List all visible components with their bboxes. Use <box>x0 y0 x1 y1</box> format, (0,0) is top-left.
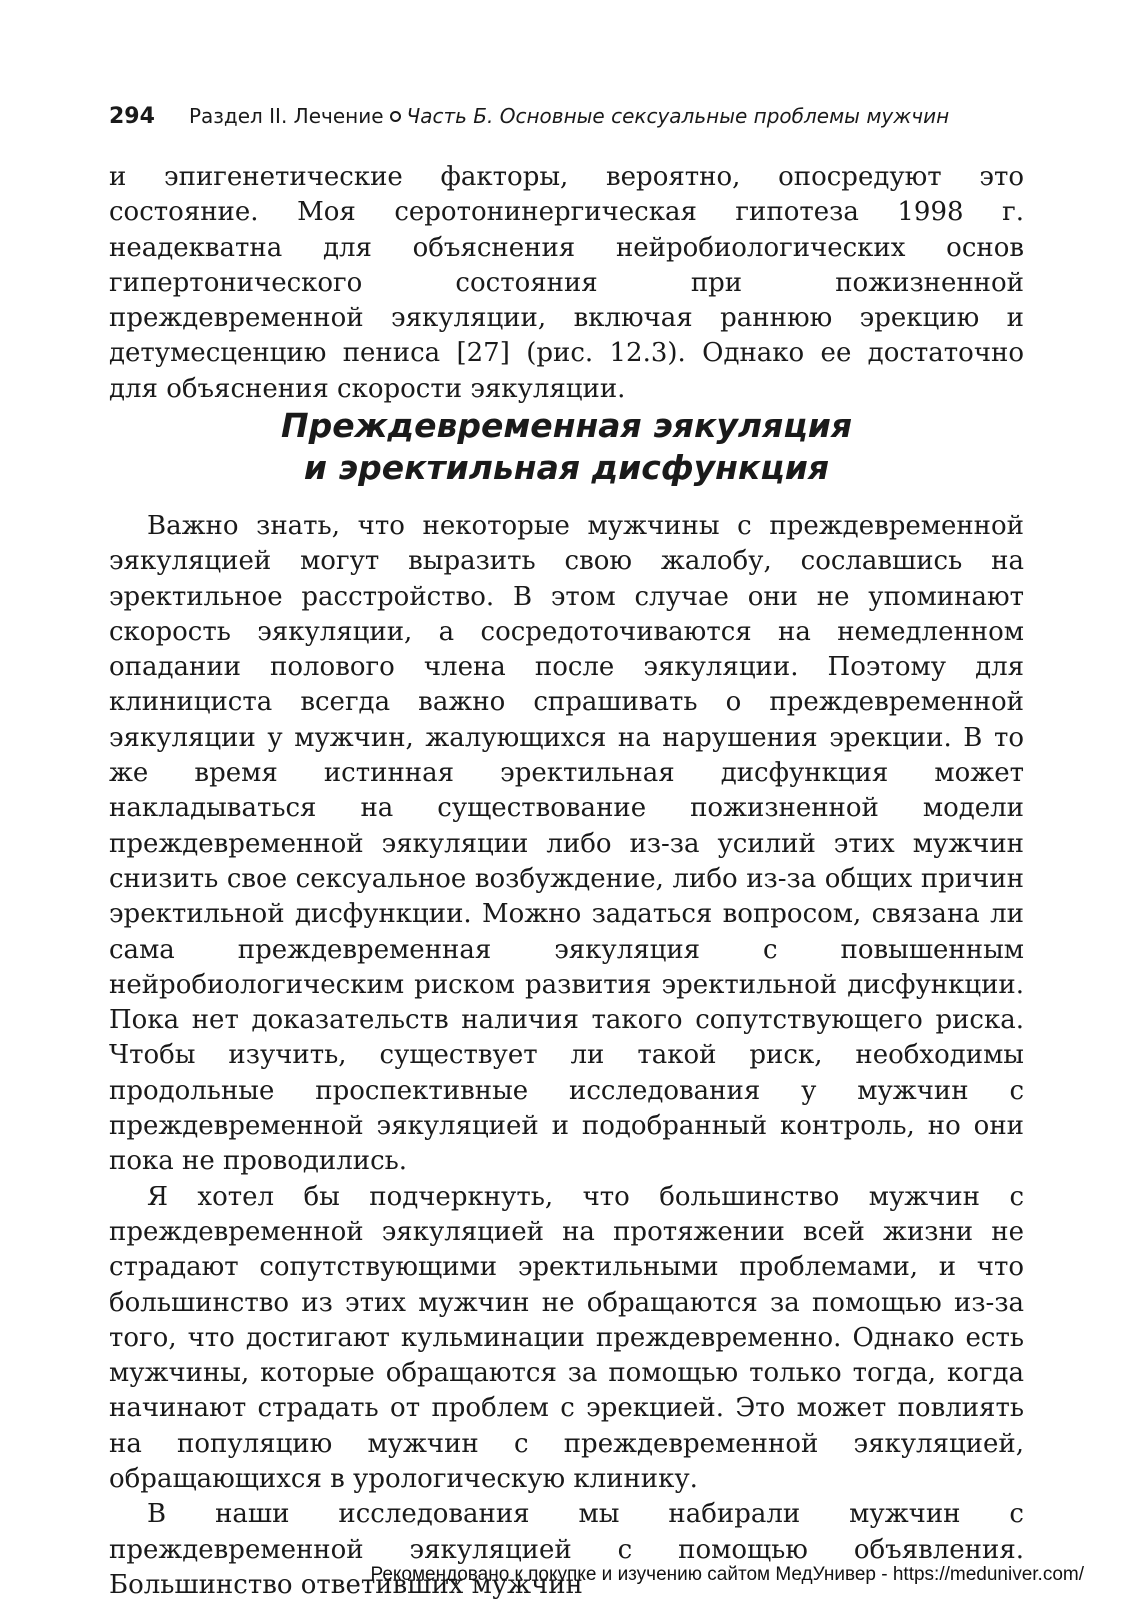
running-head <box>109 102 1009 132</box>
section-heading-line-2: и эректильная дисфункция <box>303 448 830 487</box>
circle-bullet-icon <box>390 111 401 122</box>
intro-paragraph: и эпигенетические факторы, вероятно, опосредуют это состояние. Моя серотонинергическая гипотеза 1998 г. неадекватна для объяснения нейробиологических основ гипертонического состояния при пожизненной преждевременной эякуляции, включая раннюю эрекцию и детумесценцию пениса [27] (рис. 12.3). Однако ее достаточно для объяснения скорости эякуляции. <box>109 162 1024 404</box>
footer-watermark: Рекомендовано к покупке и изучению сайтом МедУнивер - https://meduniver.com/ <box>370 1564 1084 1585</box>
part-label: Часть Б. Основные сексуальные проблемы мужчин <box>406 104 950 128</box>
section-heading-line-1: Преждевременная эякуляция <box>280 406 853 445</box>
section-label: Раздел II. Лечение <box>188 104 384 128</box>
paragraph: Я хотел бы подчеркнуть, что большинство мужчин с преждевременной эякуляцией на протяжении всей жизни не страдают сопутствующими эректильными проблемами, и что большинство из этих мужчин не обращаются за помощью из-за того, что достигают кульминации преждевременно. Однако есть мужчины, которые обращаются за помощью только тогда, когда начинают страдать от проблем с эрекцией. Это может повлиять на популяцию мужчин с преждевременной эякуляцией, обращающихся в урологическую клинику. <box>109 1181 1024 1495</box>
paragraph: Важно знать, что некоторые мужчины с преждевременной эякуляцией могут выразить свою жалобу, сославшись на эректильное расстройство. В этом случае они не упоминают скорость эякуляции, а сосредоточиваются на немедленном опадании полового члена после эякуляции. Поэтому для клинициста всегда важно спрашивать о преждевременной эякуляции у мужчин, жалующихся на нарушения эрекции. В то же время истинная эректильная дисфункция может накладываться на существование пожизненной модели преждевременной эякуляции либо из-за усилий этих мужчин снизить свое сексуальное возбуждение, либо из-за общих причин эректильной дисфункции. Можно задаться вопросом, связана ли сама преждевременная эякуляция с повышенным нейробиологическим риском развития эректильной дисфункции. Пока нет доказательств наличия такого сопутствующего риска. Чтобы изучить, существует ли такой риск, необходимы продольные проспективные исследования у мужчин с преждевременной эякуляцией и подобранный контроль, но они пока не проводились. <box>109 511 1024 1177</box>
section-heading <box>109 405 1024 489</box>
page-number: 294 <box>109 104 155 129</box>
main-text-block <box>109 509 1024 1603</box>
paragraph: В наши исследования мы набирали мужчин с преждевременной эякуляцией с помощью объявления. Большинство ответивших мужчин <box>109 1499 1024 1600</box>
intro-text-block <box>109 160 1024 407</box>
